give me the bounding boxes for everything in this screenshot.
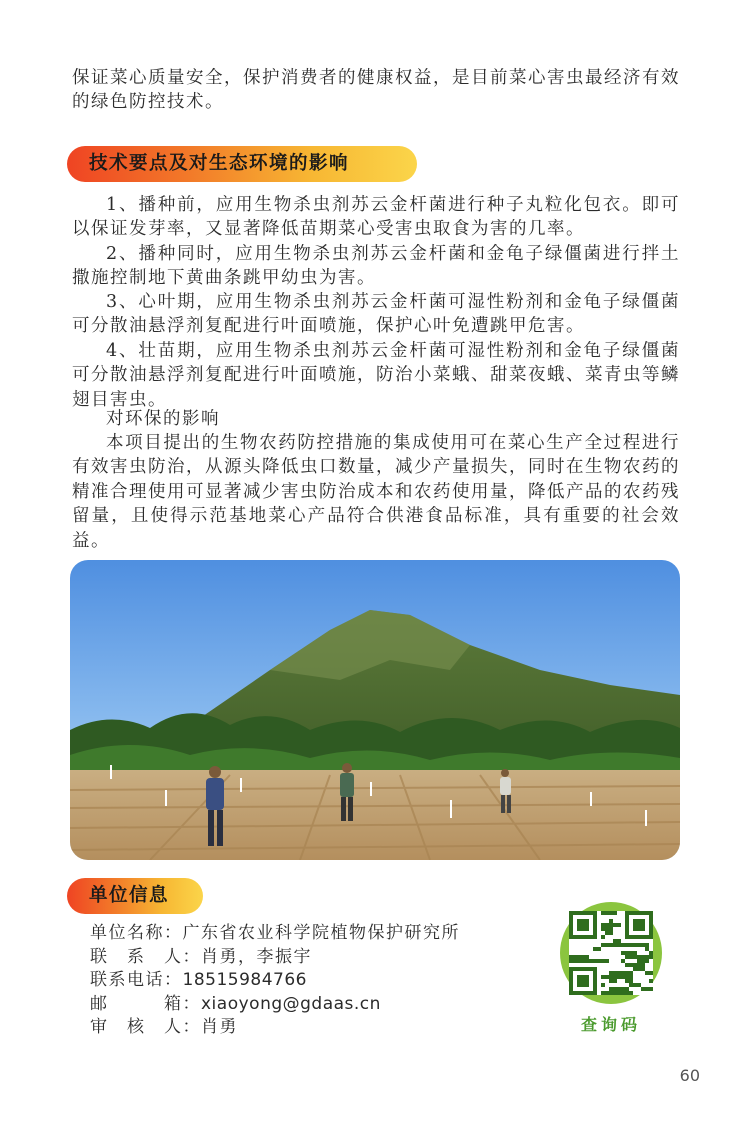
email-label: 邮 箱： bbox=[90, 993, 201, 1014]
reviewer-label: 审 核 人： bbox=[90, 1017, 201, 1037]
env-heading: 对环保的影响 bbox=[106, 409, 220, 429]
email-row bbox=[90, 993, 530, 1017]
page-number: 60 bbox=[679, 1066, 700, 1085]
tech-point-1: 1、播种前，应用生物杀虫剂苏云金杆菌进行种子丸粒化包衣。即可以保证发芽率，又显著降低苗期菜心受害虫取食为害的几率。 bbox=[72, 195, 680, 240]
email-value: xiaoyong@gdaas.cn bbox=[201, 993, 381, 1014]
env-paragraph: 本项目提出的生物农药防控措施的集成使用可在菜心生产全过程进行有效害虫防治，从源头降低虫口数量，减少产量损失，同时在生物农药的精准合理使用可显著减少害虫防治成本和农药使用量，降低产品的农药残留量，且使得示范基地菜心产品符合供港食品标准，具有重要的社会效益。 bbox=[72, 433, 680, 551]
contact-label: 联 系 人： bbox=[90, 946, 201, 967]
qr-code-icon[interactable] bbox=[569, 911, 653, 995]
phone-label: 联系电话： bbox=[90, 970, 183, 990]
phone-value: 18515984766 bbox=[182, 970, 307, 990]
reviewer-value: 肖勇 bbox=[201, 1017, 238, 1037]
section-header-unit: 单位信息 bbox=[67, 878, 203, 914]
contact-row bbox=[90, 946, 530, 970]
reviewer-row bbox=[90, 1016, 530, 1040]
unit-name-label: 单位名称： bbox=[90, 923, 183, 943]
unit-name-row bbox=[90, 922, 530, 946]
qr-label: 查询码 bbox=[580, 1015, 641, 1034]
intro-paragraph: 保证菜心质量安全，保护消费者的健康权益，是目前菜心害虫最经济有效的绿色防控技术。 bbox=[72, 68, 680, 113]
qr-badge[interactable] bbox=[560, 902, 662, 1004]
unit-info-list bbox=[90, 922, 530, 1040]
unit-name-value: 广东省农业科学院植物保护研究所 bbox=[182, 923, 460, 943]
contact-value: 肖勇，李振宇 bbox=[201, 946, 312, 967]
section-header-tech: 技术要点及对生态环境的影响 bbox=[67, 146, 417, 182]
tech-point-3: 3、心叶期，应用生物杀虫剂苏云金杆菌可湿性粉剂和金龟子绿僵菌可分散油悬浮剂复配进行叶面喷施，保护心叶免遭跳甲危害。 bbox=[72, 292, 680, 337]
phone-row bbox=[90, 969, 530, 993]
field-photo bbox=[70, 560, 680, 860]
tech-point-4: 4、壮苗期，应用生物杀虫剂苏云金杆菌可湿性粉剂和金龟子绿僵菌可分散油悬浮剂复配进行叶面喷施，防治小菜蛾、甜菜夜蛾、菜青虫等鳞翅目害虫。 bbox=[72, 341, 680, 410]
tech-point-2: 2、播种同时，应用生物杀虫剂苏云金杆菌和金龟子绿僵菌进行拌土撒施控制地下黄曲条跳甲幼虫为害。 bbox=[72, 244, 680, 289]
